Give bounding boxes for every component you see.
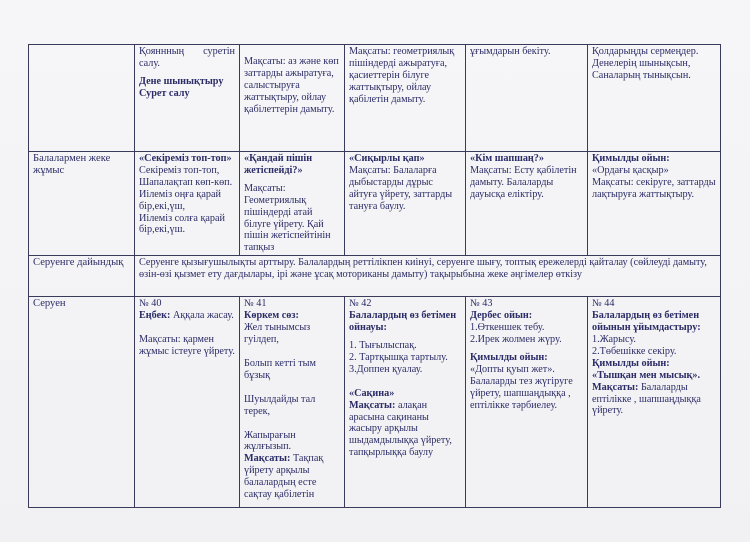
cell-title: Қимылды ойын: [470, 351, 548, 363]
cell-text: Шапалақтап көп-көп. [139, 176, 233, 188]
cell-text: «Ордағы қасқыр» [592, 164, 669, 176]
cell-text: Серуенге қызығушылықты арттыру. Балалардың реттілікпен киінуі, серуенге шығу, топтық ережелерді қайталау (сөйлеуді дамыту, өзін-өзі қызмет ету дағдылары, ірі және ұсақ моториканы дамыту) тақырыбына жеке әңгімелер өткізу [139, 257, 707, 281]
cell-text: Секіреміз топ-топ, [139, 164, 220, 176]
cell-title: «Қандай пішін жетіспейді?» [244, 153, 313, 176]
cell-title: Балалардың өз бетімен ойынын ұйымдастыру: [592, 310, 701, 334]
cell-walk-3 [345, 297, 466, 508]
table-row [29, 256, 721, 297]
cell-title: «Тышқан мен мысық». [592, 369, 701, 381]
cell-walk-1 [135, 297, 240, 508]
cell-indiv-5 [588, 152, 721, 256]
cell-top-3 [345, 45, 466, 152]
cell-text: Қолдарыңды сермеңдер. [592, 46, 699, 57]
row-label: Серуенге дайындық [29, 256, 135, 297]
cell-text: Мақсаты: Геометриялық пішіндерді атай білуге үйрету. Қай пішін жетіспейтінін тапқыз [244, 182, 331, 254]
cell-indiv-3 [345, 152, 466, 256]
row-label [29, 45, 135, 152]
cell-text: Аққала жасау. [170, 310, 234, 322]
cell-title: Дербес ойын: [470, 310, 533, 322]
list-item: 2.Ирек жолмен жүру. [470, 333, 562, 345]
list-item: 2. Тартқышқа тартылу. [349, 351, 448, 363]
cell-walk-4 [466, 297, 588, 508]
cell-top-4 [466, 45, 588, 152]
cell-text: ұғымдарын бекіту. [470, 46, 551, 57]
cell-text: Мақсаты: аз және көп заттарды ажыратуға, салыстыруға жаттықтыру, ойлау қабілеттерін дамыту. [244, 56, 339, 115]
cell-text: Иілеміз оңға қарай бір,екі,үш, [139, 188, 221, 212]
cell-title: Еңбек: [139, 310, 171, 322]
cell-text: Иілеміз солға қарай бір,екі,үш. [139, 212, 225, 236]
list-item: 1.Өткеншек тебу. [470, 322, 545, 334]
cell-title: Қимылды ойын: [592, 357, 670, 369]
cell-text: Тақпақ үйрету арқылы балалардың есте сақтау қабілетін [244, 453, 324, 501]
poem-line: Шуылдайды тал терек, [244, 393, 316, 417]
item-number: № 44 [592, 298, 615, 310]
cell-text: Қояннның суретін салу. [139, 46, 235, 69]
cell-title: «Кім шапшаң?» [470, 153, 544, 164]
cell-text: Денелерің шынықсын, [592, 57, 691, 69]
cell-walk-2 [240, 297, 345, 508]
cell-text: Мақсаты: Балаларға дыбыстарды дұрыс айтуға үйрету, заттарды тануға баулу. [349, 164, 453, 212]
cell-title: Дене шынықтыру [139, 75, 224, 87]
cell-title: Қимылды ойын: [592, 153, 670, 164]
list-item: 3.Доппен қуалау. [349, 363, 423, 375]
list-item: 1.Жарысу. [592, 333, 636, 345]
cell-top-2 [240, 45, 345, 152]
cell-title: «Секіреміз топ-топ» [139, 153, 232, 164]
cell-top-5 [588, 45, 721, 152]
cell-text: Саналарың тынықсын. [592, 69, 691, 81]
poem-line: Жапырағын жұлғызып. [244, 429, 296, 453]
daily-plan-table [28, 44, 721, 508]
cell-title: Көркем сөз: [244, 310, 299, 322]
cell-text: «Допты қуып жет». [470, 363, 555, 375]
cell-title: Мақсаты: [244, 453, 291, 465]
poem-line: Болып кетті тым бұзық [244, 357, 316, 381]
cell-title: «Сақина» [349, 387, 395, 399]
item-number: № 40 [139, 298, 162, 310]
table-row [29, 45, 721, 152]
cell-text: Мақсаты: Есту қабілетін дамыту. Балаларды дауысқа еліктіру. [470, 164, 577, 200]
cell-indiv-2 [240, 152, 345, 256]
cell-indiv-1 [135, 152, 240, 256]
cell-title: Сурет салу [139, 87, 190, 99]
cell-text: алақан арасына сақинаны жасыру арқылы шыдамдылыққа үйрету, тапқырлыққа баулу [349, 399, 452, 459]
item-number: № 41 [244, 298, 267, 310]
cell-prep [135, 256, 721, 297]
cell-title: Мақсаты: [349, 399, 396, 411]
cell-text: Мақсаты: қармен жұмыс істеуге үйрету. [139, 334, 235, 357]
cell-title: Мақсаты: [592, 381, 639, 393]
table-row [29, 297, 721, 508]
cell-title: «Сиқырлы қап» [349, 153, 425, 164]
list-item: 2.Төбешікке секіру. [592, 345, 677, 357]
row-label: Серуен [29, 297, 135, 508]
item-number: № 43 [470, 298, 493, 310]
list-item: 1. Тығылыспақ. [349, 339, 417, 351]
cell-text: Балаларды тез жүгіруге үйрету, шапшаңдыққа , ептілікке тәрбиелеу. [470, 375, 573, 411]
cell-text: Балаларды ептілікке , шапшаңдыққа үйрету. [592, 381, 701, 417]
cell-walk-5 [588, 297, 721, 508]
row-label: Балалармен жеке жұмыс [29, 152, 135, 256]
cell-text: Мақсаты: секіруге, заттарды лақтыруға жаттықтыру. [592, 176, 716, 200]
cell-title: Балалардың өз бетімен ойнауы: [349, 310, 457, 334]
poem-line: Жел тынымсыз гуілдеп, [244, 322, 311, 345]
item-number: № 42 [349, 298, 372, 310]
cell-indiv-4 [466, 152, 588, 256]
table-row [29, 152, 721, 256]
cell-top-1 [135, 45, 240, 152]
cell-text: Мақсаты: геометриялық пішіндерді ажыратуға, қасиеттерін білуге жаттықтыру, ойлау қабілетін дамыту. [349, 46, 455, 105]
